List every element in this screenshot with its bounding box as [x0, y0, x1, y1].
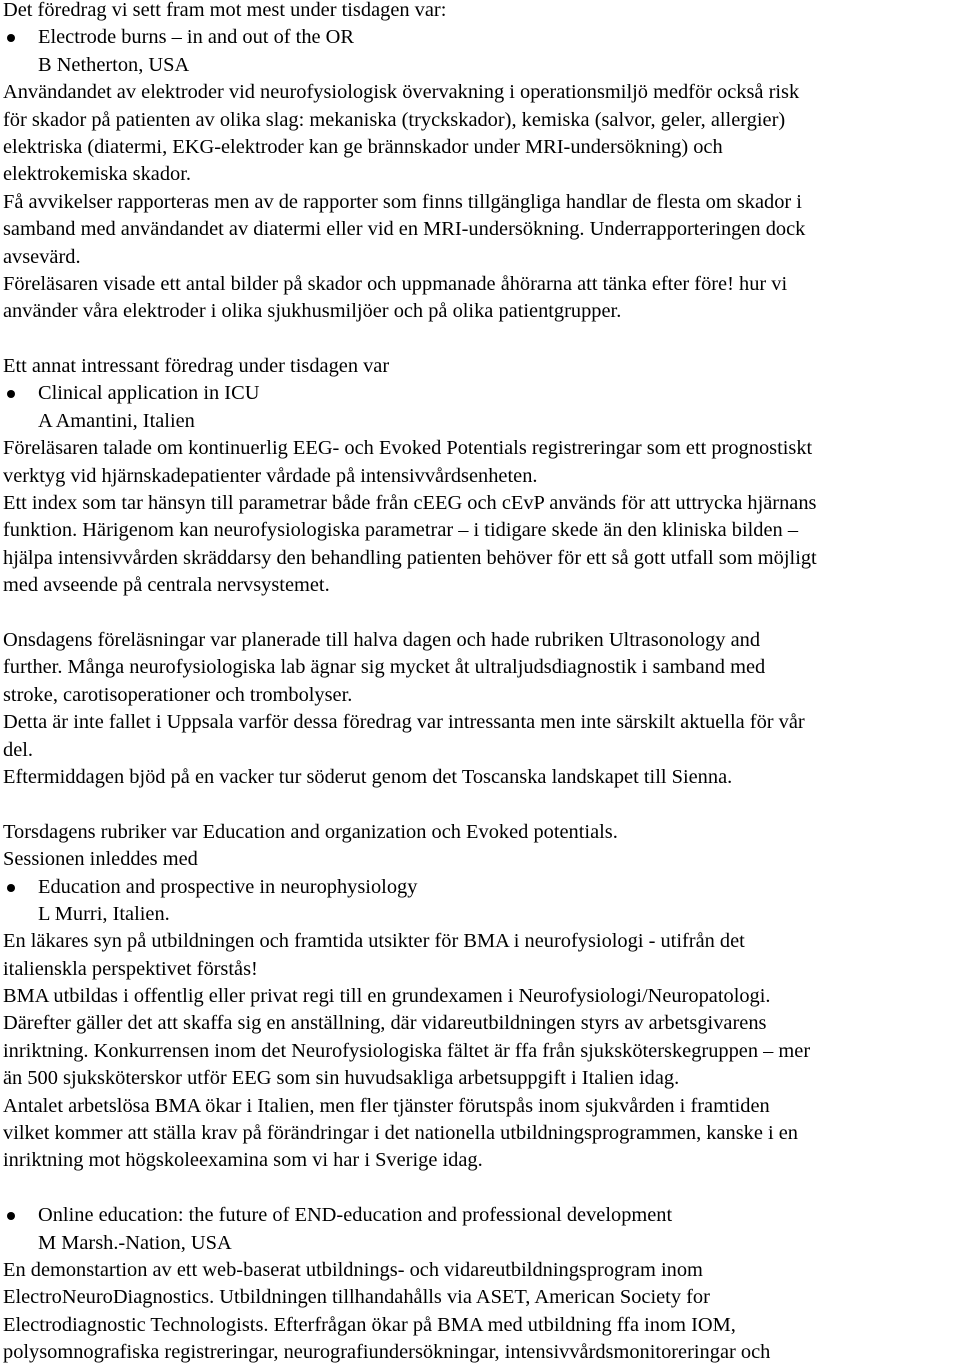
body-line: Antalet arbetslösa BMA ökar i Italien, men fler tjänster förutspås inom sjukvården i framtiden	[3, 1094, 770, 1117]
body-line: Detta är inte fallet i Uppsala varför dessa föredrag var intressanta men inte särskilt aktuella för vår	[3, 711, 805, 734]
body-line: BMA utbildas i offentlig eller privat regi till en grundexamen i Neurofysiologi/Neuropatologi.	[3, 985, 771, 1008]
section2-talk-item	[3, 380, 960, 407]
speaker: A Amantini, Italien	[38, 409, 195, 432]
body-line: Ett index som tar hänsyn till parametrar både från cEEG och cEvP används för att uttrycka hjärnans	[3, 492, 817, 515]
body-line: funktion. Härigenom kan neurofysiologiska parametrar – i tidigare skede än den kliniska bilden –	[3, 519, 799, 542]
bullet-icon	[7, 390, 15, 398]
body-line: med avseende på centrala nervsystemet.	[3, 574, 330, 597]
body-line: italienskla perspektivet förstås!	[3, 957, 258, 980]
body-line: stroke, carotisoperationer och trombolyser.	[3, 683, 353, 706]
bullet-icon	[7, 884, 15, 892]
body-line: Eftermiddagen bjöd på en vacker tur söderut genom det Toscanska landskapet till Sienna.	[3, 765, 733, 788]
section4-intro: Sessionen inleddes med	[3, 848, 198, 871]
body-line: verktyg vid hjärnskadepatienter vårdade på intensivvårdsenheten.	[3, 464, 538, 487]
speaker: L Murri, Italien.	[38, 902, 170, 925]
body-line: än 500 sjuksköterskor utför EEG som sin huvudsakliga arbetsuppgift i Italien idag.	[3, 1067, 680, 1090]
paragraph-gap	[3, 791, 960, 818]
paragraph-gap	[3, 326, 960, 353]
section5-talk-item	[3, 1202, 960, 1229]
body-line: Onsdagens föreläsningar var planerade till halva dagen och hade rubriken Ultrasonology and	[3, 628, 761, 651]
section4-intro: Torsdagens rubriker var Education and organization och Evoked potentials.	[3, 820, 618, 843]
body-line: further. Många neurofysiologiska lab ägnar sig mycket åt ultraljudsdiagnostik i samband med	[3, 656, 766, 679]
paragraph-gap	[3, 1175, 960, 1202]
body-line: En läkares syn på utbildningen och framtida utsikter för BMA i neurofysiologi - utifrån det	[3, 930, 745, 953]
body-line: elektrokemiska skador.	[3, 163, 191, 186]
speaker: B Netherton, USA	[38, 53, 190, 76]
body-line: inriktning mot högskoleexamina som vi har i Sverige idag.	[3, 1149, 483, 1172]
body-line: Electrodiagnostic Technologists. Efterfrågan ökar på BMA med utbildning ffa inom IOM,	[3, 1313, 736, 1336]
bullet-icon	[7, 1212, 15, 1220]
body-line: Föreläsaren talade om kontinuerlig EEG- och Evoked Potentials registreringar som ett prognostiskt	[3, 437, 813, 460]
section2-intro: Ett annat intressant föredrag under tisdagen var	[3, 355, 390, 378]
talk-title: Education and prospective in neurophysiology	[38, 875, 418, 898]
body-line: Användandet av elektroder vid neurofysiologisk övervakning i operationsmiljö medför också risk	[3, 81, 800, 104]
bullet-icon	[7, 34, 15, 42]
body-line: del.	[3, 738, 34, 761]
body-line: Få avvikelser rapporteras men av de rapporter som finns tillgängliga handlar de flesta om skador i	[3, 190, 802, 213]
paragraph-gap	[3, 600, 960, 627]
body-line: använder våra elektroder i olika sjukhusmiljöer och på olika patientgrupper.	[3, 300, 622, 323]
section1-intro: Det föredrag vi sett fram mot mest under tisdagen var:	[3, 0, 447, 21]
talk-title: Online education: the future of END-education and professional development	[38, 1204, 673, 1227]
body-line: Därefter gäller det att skaffa sig en anställning, där vidareutbildningen styrs av arbetsgivarens	[3, 1012, 767, 1035]
talk-title: Electrode burns – in and out of the OR	[38, 26, 354, 49]
section1-talk-item	[3, 24, 960, 51]
body-line: elektriska (diatermi, EKG-elektroder kan ge brännskador under MRI-undersökning) och	[3, 135, 723, 158]
body-line: Föreläsaren visade ett antal bilder på skador och uppmanade åhörarna att tänka efter före! hur vi	[3, 272, 788, 295]
body-line: samband med användandet av diatermi eller vid en MRI-undersökning. Underrapporteringen dock	[3, 218, 806, 241]
section4-talk-item	[3, 874, 960, 901]
speaker: M Marsh.-Nation, USA	[38, 1231, 232, 1254]
body-line: polysomnografiska registreringar, neurografiundersökningar, intensivvårdsmonitoreringar och	[3, 1341, 771, 1364]
talk-title: Clinical application in ICU	[38, 382, 260, 405]
body-line: ElectroNeuroDiagnostics. Utbildningen tillhandahålls via ASET, American Society for	[3, 1286, 710, 1309]
body-line: inriktning. Konkurrensen inom det Neurofysiologiska fältet är ffa från sjuksköterskegruppen – mer	[3, 1039, 811, 1062]
body-line: hjälpa intensivvården skräddarsy den behandling patienten behöver för ett så gott utfall som möjligt	[3, 546, 817, 569]
body-line: En demonstartion av ett web-baserat utbildnings- och vidareutbildningsprogram inom	[3, 1258, 703, 1281]
body-line: vilket kommer att ställa krav på förändringar i det nationella utbildningsprogrammen, kanske i en	[3, 1122, 799, 1145]
body-line: avsevärd.	[3, 245, 81, 268]
body-line: för skador på patienten av olika slag: mekaniska (tryckskador), kemiska (salvor, geler, allergier)	[3, 108, 786, 131]
